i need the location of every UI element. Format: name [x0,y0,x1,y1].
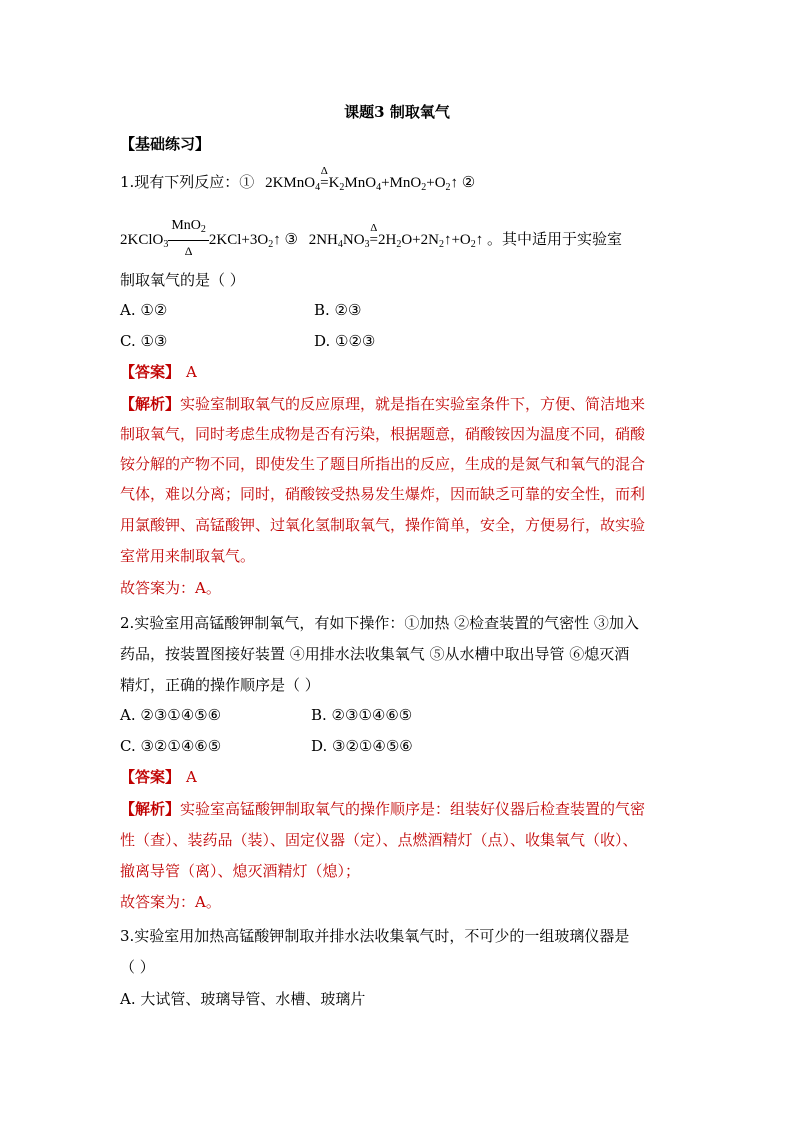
q1-intro: 1.现有下列反应：① [120,173,255,191]
q2-analysis-line-2: 性（查）、装药品（装）、固定仪器（定）、点燃酒精灯（点）、收集氧气（收）、 [120,831,638,849]
q2-answer [120,767,197,787]
q1-answer [120,362,197,382]
q2-line-2: 药品，按装置图接好装置 ④用排水法收集氧气 ⑤从水槽中取出导管 ⑥熄灭酒 [120,645,630,663]
q1-line-1 [120,165,476,198]
q1-equation-2: 2KClO$_3$ $\frac{MnO_2}{\Delta}$ $2KCl+3O_2↑$ [120,218,281,258]
q1-equation-3: $2NH_4NO_3$ Δ $=2H_2O+2N_2↑+O_2↑$ [308,221,484,250]
q1-option-b: B. ②③ [314,301,362,319]
q1-analysis-line-3: 铵分解的产物不同，即使发生了题目所指出的反应，生成的是氮气和氧气的混合 [120,455,646,473]
answer-value: A [186,768,197,786]
analysis-label: 【解析】 [120,395,181,413]
q2-option-d: D. ③②①④⑤⑥ [311,737,413,755]
q1-line-2 [120,218,622,263]
answer-label: 【答案】 [120,768,181,786]
q1-option-a: A. ①② [120,301,168,319]
q2-option-a: A. ②③①④⑤⑥ [120,706,222,724]
page-title: 课题3 制取氧气 [344,103,450,121]
q1-option-c: C. ①③ [120,332,168,350]
q2-analysis-line-3: 撤离导管（离）、熄灭酒精灯（熄）； [120,862,361,880]
answer-label: 【答案】 [120,363,181,381]
q1-analysis-line-4: 气体，难以分离；同时，硝酸铵受热易发生爆炸，因而缺乏可靠的安全性，而利 [120,485,646,503]
analysis-label: 【解析】 [120,800,181,818]
q1-equation-1: 2KMnO$_4$ Δ $=K_2MnO_4+MnO_2+O_2↑$ [265,165,459,193]
q1-circle-2: ② [461,173,476,191]
q2-analysis-line-1: 【解析】实验室高锰酸钾制取氧气的操作顺序是：组装好仪器后检查装置的气密 [120,800,646,818]
q1-analysis-line-6: 室常用来制取氧气。 [120,547,256,565]
q2-line-1: 2.实验室用高锰酸钾制氧气，有如下操作：①加热 ②检查装置的气密性 ③加入 [120,614,639,632]
q1-circle-3: ③ [284,229,298,248]
q2-line-3: 精灯，正确的操作顺序是（ ） [120,676,320,694]
q3-option-a: A. 大试管、玻璃导管、水槽、玻璃片 [120,990,366,1008]
q1-option-d: D. ①②③ [314,332,376,350]
answer-value: A [186,363,197,381]
q1-conclusion: 故答案为：A。 [120,579,221,597]
q1-line-3: 制取氧气的是（ ） [120,271,245,289]
q3-line-2: （ ） [120,958,155,976]
q2-option-b: B. ②③①④⑥⑤ [311,706,413,724]
q1-analysis-line-2: 制取氧气，同时考虑生成物是否有污染，根据题意，硝酸铵因为温度不同，硝酸 [120,425,646,443]
q3-line-1: 3.实验室用加热高锰酸钾制取并排水法收集氧气时，不可少的一组玻璃仪器是 [120,927,630,945]
q2-conclusion: 故答案为：A。 [120,893,221,911]
q2-option-c: C. ③②①④⑥⑤ [120,737,222,755]
section-heading: 【基础练习】 [120,135,211,153]
q1-tail: 。其中适用于实验室 [487,229,623,248]
q1-analysis-line-1: 【解析】实验室制取氧气的反应原理，就是指在实验室条件下，方便、简洁地来 [120,395,646,413]
q1-analysis-line-5: 用氯酸钾、高锰酸钾、过氧化氢制取氧气，操作简单，安全，方便易行，故实验 [120,516,646,534]
